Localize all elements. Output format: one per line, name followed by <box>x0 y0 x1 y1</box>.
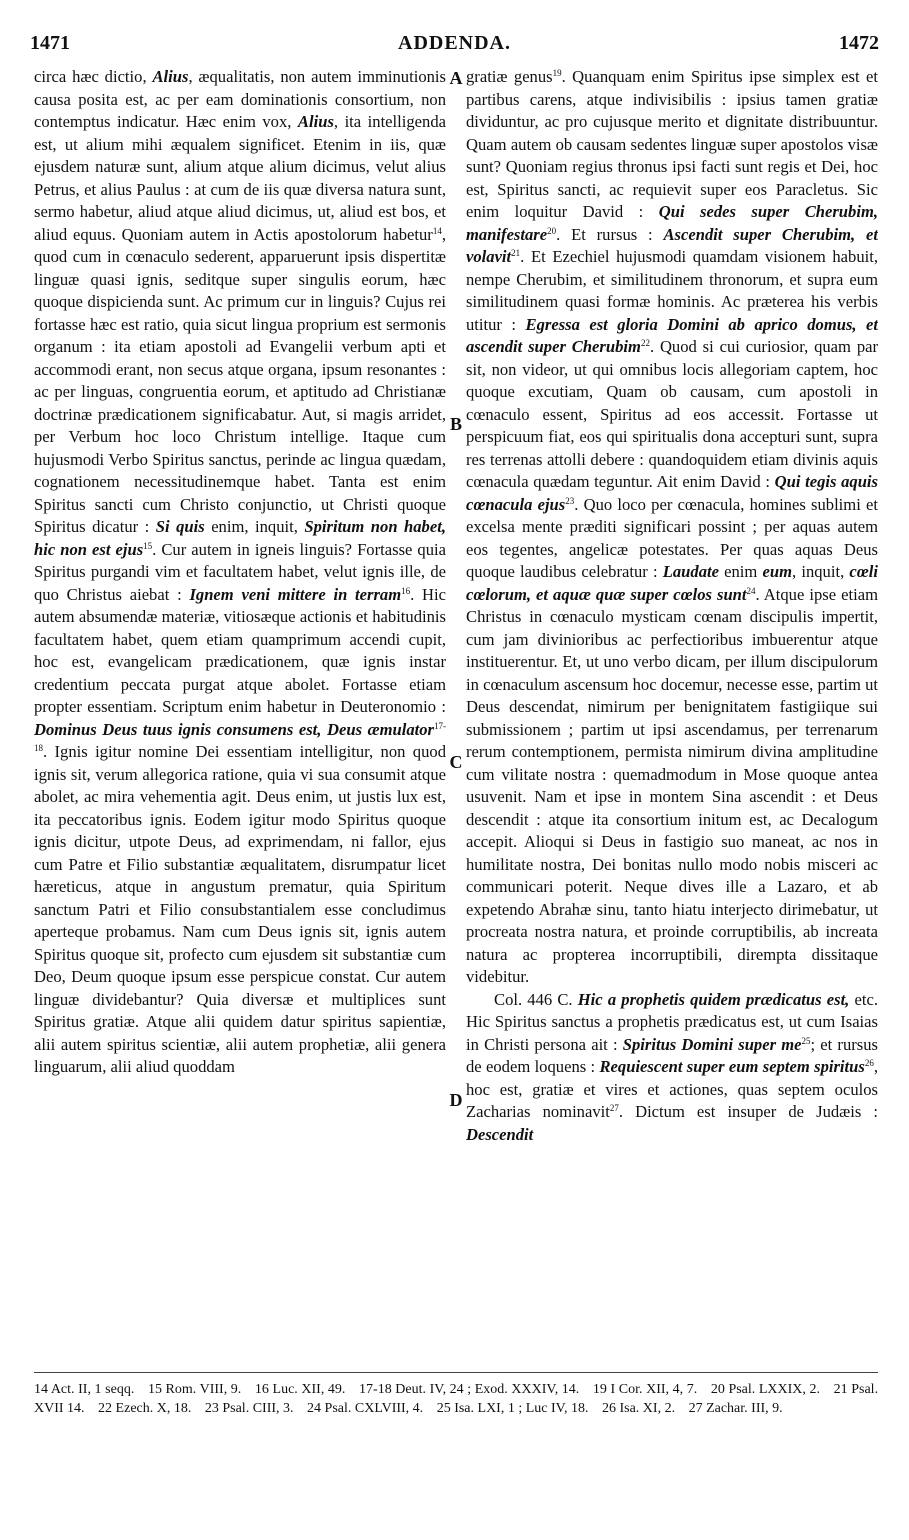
text-run: Col. 446 C. <box>494 989 578 1009</box>
italic-run: Hic a prophetis quidem prædicatus est, <box>577 989 850 1009</box>
text-run: enim <box>718 562 763 581</box>
footnote-ref: 19 <box>552 68 562 78</box>
footnote: 20 Psal. LXXIX, 2. <box>710 1382 821 1397</box>
italic-run: Qui tegis aquis cœnacula ejus <box>466 472 878 514</box>
text-run: , hoc est, gratiæ et vires et actiones, quas septem oculos Zacharias nominavit <box>466 1057 878 1121</box>
footnote: 26 Isa. XI, 2. <box>601 1401 676 1416</box>
italic-run: cœli cœlorum, et aquæ quæ super cœlos sunt <box>466 562 878 604</box>
text-run: . Quod si cui curiosior, quam par sit, non videor, ut qui omnibus locis allegoriam captem, hoc quoque excutiam, Quam ob causam, cum apostoli in cœnaculo essent, Spiritus ad eos accessit. Fortasse ut perspicuum fiat, eos qui spiritualis dona accepturi sunt, supra res terrenas attolli debere : quandoquidem etiam divinis aquis cœnacula quædam teguntur. Ait enim David : <box>466 337 878 491</box>
italic-run: Dominus Deus tuus ignis consumens est, Deus æmulator <box>34 719 434 739</box>
text-run: . Atque ipse etiam Christus in cœnaculo mysticam cœnam discipulis impertit, cum jam divinioribus ac perfectioribus imbuerentur atque instituerentur. Et, ut uno verbo dicam, per illum discipulorum in cœnaculum ascensum hoc docemur, necesse esse, partim ut Deus descendat, nimirum per benignitatem fastigiique sui submissionem ; partim ut ipsi ascendamus, per terrenarum rerum contemptionem, permista nimirum divina amplitudine cum vilitate nostra : quemadmodum in Mose quoque antea usuvenit. Nam et ipse in montem Sina ascendit : et Deus descendit : atque ita consortium initum est, ac Decalogum accepit. Alioqui si Deus in fastigio suo maneat, ac nos in humilitate nostra, Dei bonitas nullo modo nobis misceri ac communicari poterit. Neque dives ille a Lazaro, et ab expetendo Abrahæ sinu, tanto hiatu interjecto dirimebatur, ut procreata nostra natura, et proinde corruptibilis, ab increata natura ac propterea incorruptibili, dirempta dissitaque videbitur. <box>466 584 878 986</box>
text-run: etc. Hic Spiritus sanctus a prophetis prædicatus est, ut cum Isaias in Christi persona ait : <box>466 989 878 1054</box>
margin-marker-b: B <box>449 414 462 434</box>
italic-run: Alius <box>152 67 189 86</box>
footnote-rule <box>34 1372 878 1373</box>
footnote: 27 Zachar. III, 9. <box>688 1401 783 1416</box>
text-run: , ita intelligenda est, ut alium mihi æqualem significet. Etenim in iis, quæ ejusdem naturæ sunt, alium atque alium dicimus, velut alius Petrus, et alius Paulus : at cum de iis quæ diversa natura sunt, sermo habetur, aliud atque aliud dicimus, ut, aliud est bos, et aliud equus. Quoniam autem in Actis apostolorum habetur <box>34 112 446 244</box>
italic-run: Alius <box>297 112 334 131</box>
footnote-ref: 16 <box>401 585 411 596</box>
right-column <box>466 66 878 1366</box>
footnote: 22 Ezech. X, 18. <box>98 1401 192 1416</box>
italic-run: Spiritum non habet, hic non est ejus <box>34 517 446 559</box>
text-run: . Dictum est insuper de Judæis : <box>618 1102 878 1121</box>
footnote-ref: 14 <box>432 225 442 236</box>
running-title: ADDENDA. <box>398 32 511 54</box>
left-column <box>34 66 446 1366</box>
italic-run: Qui sedes super Cherubim, manifestare <box>466 202 878 244</box>
margin-marker-d: D <box>449 1090 463 1110</box>
italic-run: Ascendit super Cherubim, et volavit <box>466 224 878 266</box>
text-run: gratiæ genus <box>466 67 553 86</box>
right-paragraph-col446 <box>466 989 878 1147</box>
text-run: , inquit, <box>792 562 850 581</box>
footnote-ref: 15 <box>143 540 153 551</box>
text-run: . Et rursus : <box>556 224 664 244</box>
footnote: 23 Psal. CIII, 3. <box>204 1401 294 1416</box>
footnote: 17-18 Deut. IV, 24 ; Exod. XXXIV, 14. <box>359 1382 580 1397</box>
italic-run: Si quis <box>155 517 205 536</box>
footnote-ref: 26 <box>864 1058 874 1068</box>
footnote: 21 Psal. XVII 14. <box>34 1382 879 1416</box>
page-header <box>30 30 879 60</box>
footnotes <box>34 1380 878 1418</box>
footnote: 24 Psal. CXLVIII, 4. <box>307 1401 424 1416</box>
footnote-ref: 23 <box>565 495 575 506</box>
italic-run: Descendit <box>466 1124 534 1144</box>
italic-run: Laudate <box>662 562 719 581</box>
footnote: 16 Luc. XII, 49. <box>254 1382 346 1397</box>
page-number-right: 1472 <box>839 32 879 54</box>
footnote: 19 I Cor. XII, 4, 7. <box>592 1382 698 1397</box>
text-run: . Ignis igitur nomine Dei essentiam intelligitur, non quod ignis sit, verum allegorica ratione, quia vi sua consumit atque abolet, ac mira vehementia agit. Deus enim, ut justis lux est, ita peccatoribus ignis. Eodem igitur modo Spiritus quoque ignis dicitur, utpote Deus, ad exprimendam, ni fallor, ejus cum Patre et Filio substantiæ æqualitatem, disrumpatur licet hæreticus, atque in angustum prematur, quia Spiritum sanctum Patri et Filio consubstantialem esse concludimus aperteque probamus. Nam cum Deus ignis sit, ignis autem Spiritus quoque sit, profecto cum ejusdem sit substantiæ cum Deo, Deum quoque ipsum esse perspicue constat. Cur autem linguæ dividebantur? Quia diversæ et multiplices sunt Spiritus gratiæ. Atque alii quidem datur spiritus sapientiæ, alii autem spiritus scientiæ, alii autem prophetiæ, alii genera linguarum, alii aliud quoddam <box>34 742 446 1076</box>
text-run: circa hæc dictio, <box>34 67 153 86</box>
margin-marker-a: A <box>449 68 463 88</box>
text-run: . Hic autem absumendæ materiæ, vitiosæque actionis et habitudinis facultatem habet, quem etiam quamprimum accendi cupit, hoc est, evangelicam prædicationem, quæ ignis instar credentium peccata purgat atque abolet. Fortasse etiam propter essentiam. Scriptum enim habetur in Deuteronomio : <box>34 584 446 716</box>
text-run: . Cur autem in igneis linguis? Fortasse quia Spiritus purgandi vim et facultatem habet, velut ignis ille, de quo Christus aiebat : <box>34 539 446 604</box>
footnote-ref: 24 <box>746 585 756 596</box>
page-number-left: 1471 <box>30 32 70 54</box>
italic-run: Spiritus Domini super me <box>622 1034 802 1054</box>
footnote-ref: 27 <box>609 1103 619 1113</box>
text-run: ; et rursus de eodem loquens : <box>466 1034 878 1076</box>
footnote: 14 Act. II, 1 seqq. <box>34 1382 135 1397</box>
italic-run: eum <box>762 562 793 581</box>
margin-marker-c: C <box>449 752 463 772</box>
text-run: enim, inquit, <box>204 517 305 536</box>
text-run: . Quanquam enim Spiritus ipse simplex est et partibus carens, atque indivisibilis : ipsius tamen gratiæ dividuntur, ac pro cujusque merito et dignitate distribuuntur. Quam autem ob causam sedentes linguæ super apostolos visæ sunt? Quoniam regius thronus ipsi facti sunt regis et Dei, hoc est, Spiritus sancti, ac requievit super eos Paracletus. Sic enim loquitur David : <box>466 67 878 221</box>
text-run: , quod cum in cœnaculo sederent, apparuerunt ipsis dispertitæ linguæ quasi ignis, seditque super singulis eorum, hæc quoque dispicienda sunt. Ac primum cur in linguis? Cujus rei fortasse hæc est ratio, quia sicut lingua proprium est sermonis organum : ita etiam apostoli ad Evangelii verbum apti et accommodi erant, non secus atque organa, ipsum resonantes : ac per linguas, congruentia eorum, et aptitudo ad Christianæ doctrinæ prædicationem significabatur. Aut, si magis arridet, per Verbum hoc loco Christum intellige. Itaque cum hujusmodi Verbo Spiritus sanctus, perinde ac lingua quædam, cognationem necessitudinemque habet. Tanta est enim Spiritus sancti cum Christo conjunctio, ut Christi quoque Spiritus dicatur : <box>34 224 446 536</box>
text-run: . Et Ezechiel hujusmodi quamdam visionem habuit, nempe Cherubim, et similitudinem thronorum, et supra eum similitudinem quasi formæ hominis. Ac præterea his verbis utitur : <box>466 247 878 334</box>
text-run: , æqualitatis, non autem imminutionis causa posita est, ac per eam dominationis consortium, non contemptus indicatur. Hæc enim vox, <box>34 67 446 131</box>
right-paragraph <box>466 66 878 989</box>
footnote-ref: 21 <box>511 248 521 258</box>
footnote: 25 Isa. LXI, 1 ; Luc IV, 18. <box>436 1401 589 1416</box>
footnote-ref: 20 <box>547 225 557 236</box>
italic-run: Egressa est gloria Domini ab aprico domus, et ascendit super Cherubim <box>466 314 878 356</box>
footnote: 15 Rom. VIII, 9. <box>147 1382 242 1397</box>
footnote-ref: 25 <box>801 1035 811 1046</box>
footnote-ref: 17-18 <box>34 720 446 753</box>
italic-run: Requiescent super eum septem spiritus <box>599 1057 865 1076</box>
text-run: . Quo loco per cœnacula, homines sublimi et excelsa mente præditi significari possint ; per aquas autem eos tegentes, angelicæ potestates. Per quas aquas Deus quoque laudibus celebratur : <box>466 494 878 581</box>
footnote-ref: 22 <box>640 338 650 348</box>
left-paragraph <box>34 66 446 1079</box>
italic-run: Ignem veni mittere in terram <box>189 584 402 604</box>
